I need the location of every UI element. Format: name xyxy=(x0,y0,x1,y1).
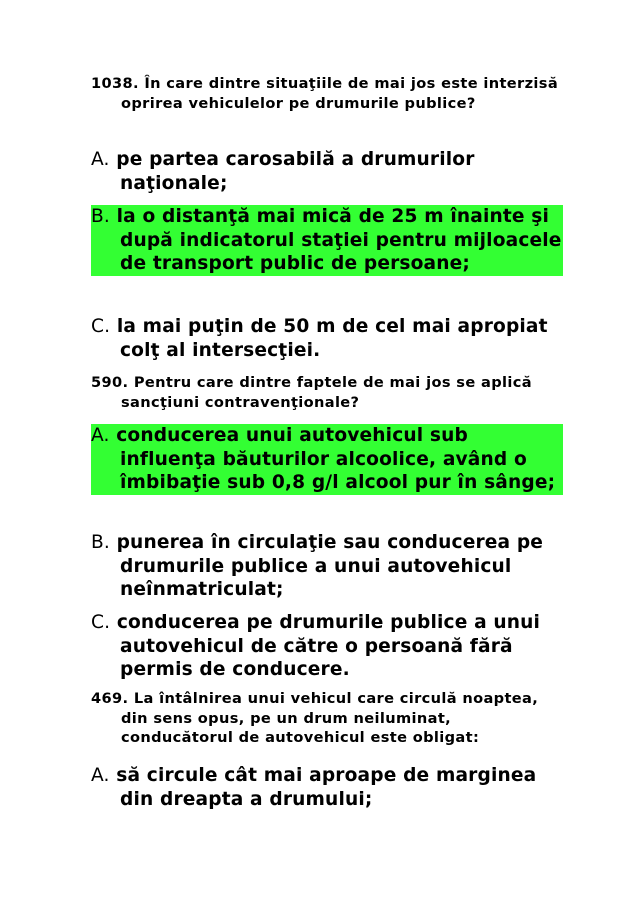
question-590: 590. Pentru care dintre faptele de mai jos se aplică sancţiuni contravenţionale? xyxy=(91,374,532,411)
answer-text: punerea în circulaţie sau conducerea pe drumurile publice a unui autovehicul neînmatriculat; xyxy=(116,532,544,600)
answer-letter: A. xyxy=(91,765,110,786)
answer-text: conducerea unui autovehicul sub influenţa băuturilor alcoolice, având o îmbibaţie sub 0,8 g/l alcool pur în sânge; xyxy=(116,425,556,493)
answer-letter: C. xyxy=(91,316,111,337)
question-469: 469. La întâlnirea unui vehicul care circulă noaptea, din sens opus, pe un drum neiluminat, conducătorul de autovehicul este obligat: xyxy=(91,690,539,746)
answer-1038-b xyxy=(91,205,563,276)
answer-letter: A. xyxy=(91,149,110,170)
answer-590-a xyxy=(91,424,563,495)
answer-text: pe partea carosabilă a drumurilor naţionale; xyxy=(116,149,475,194)
answer-letter: B. xyxy=(91,532,110,553)
answer-letter: B. xyxy=(91,206,110,227)
answer-1038-c xyxy=(91,315,563,362)
question-1038: 1038. În care dintre situaţiile de mai jos este interzisă oprirea vehiculelor pe drumurile publice? xyxy=(91,75,559,112)
answer-letter: C. xyxy=(91,612,111,633)
answer-text: să circule cât mai aproape de marginea din dreapta a drumului; xyxy=(116,765,537,810)
answer-text: la o distanţă mai mică de 25 m înainte şi după indicatorul staţiei pentru mijloacele de transport public de persoane; xyxy=(116,206,562,274)
answer-letter: A. xyxy=(91,425,110,446)
answer-590-b xyxy=(91,531,563,602)
answer-1038-a xyxy=(91,148,563,195)
answer-469-a xyxy=(91,764,563,811)
answer-590-c xyxy=(91,611,563,682)
answer-text: la mai puţin de 50 m de cel mai apropiat colţ al intersecţiei. xyxy=(116,316,548,361)
answer-text: conducerea pe drumurile publice a unui autovehicul de către o persoană fără permis de conducere. xyxy=(116,612,541,680)
